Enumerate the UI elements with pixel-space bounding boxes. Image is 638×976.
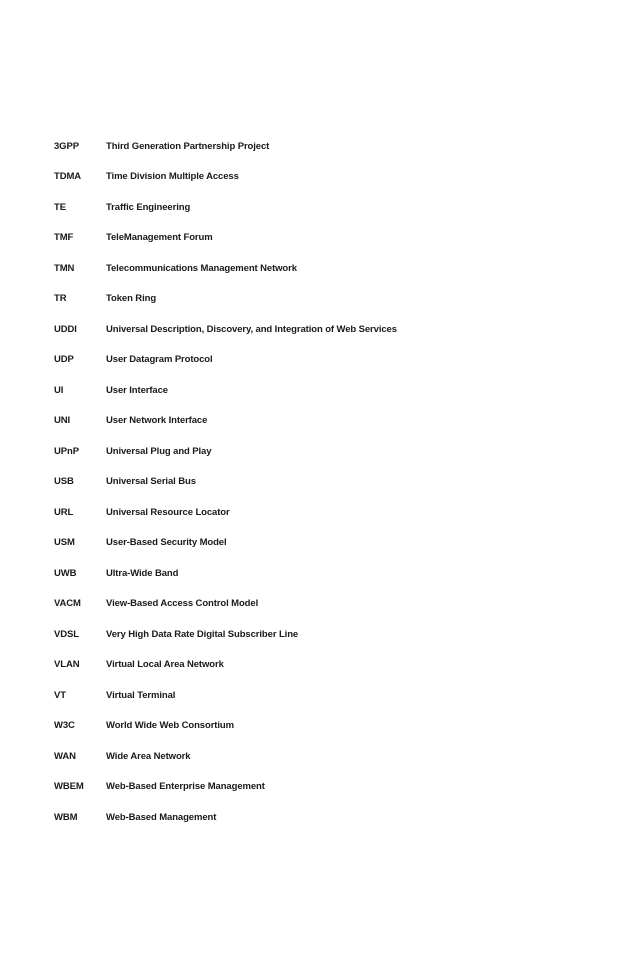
abbreviation-term: VACM [54,598,81,610]
abbreviation-term: UPnP [54,445,79,457]
abbreviation-definition: User Network Interface [106,415,208,427]
abbreviation-definition: TeleManagement Forum [106,232,213,244]
abbreviation-row [52,467,612,498]
abbreviation-term: USM [54,537,75,549]
abbreviation-term: TR [54,293,67,305]
abbreviation-term: URL [54,506,74,518]
abbreviation-definition: Universal Resource Locator [106,506,230,518]
abbreviation-row [52,223,612,254]
abbreviation-definition: Telecommunications Management Network [106,262,297,274]
abbreviation-term: WBM [54,811,78,823]
abbreviation-term: VT [54,689,66,701]
abbreviation-definition: Virtual Terminal [106,689,176,701]
abbreviation-row [52,284,612,315]
abbreviation-row [52,802,612,833]
abbreviation-row [52,711,612,742]
abbreviation-row [52,375,612,406]
abbreviation-definition: Very High Data Rate Digital Subscriber Line [106,628,299,640]
abbreviation-definition: Virtual Local Area Network [106,659,224,671]
abbreviation-row [52,619,612,650]
abbreviation-row [52,436,612,467]
abbreviation-definition: Ultra-Wide Band [106,567,179,579]
abbreviation-definition: Web-Based Management [106,811,217,823]
abbreviation-list [52,131,612,833]
abbreviation-row [52,680,612,711]
abbreviation-term: TDMA [54,171,82,183]
abbreviation-term: VLAN [54,659,80,671]
abbreviation-term: VDSL [54,628,79,640]
abbreviation-definition: Wide Area Network [106,750,191,762]
abbreviation-row [52,406,612,437]
abbreviation-definition: User Datagram Protocol [106,354,213,366]
abbreviation-definition: View-Based Access Control Model [106,598,259,610]
abbreviation-row [52,192,612,223]
abbreviation-row [52,741,612,772]
abbreviation-definition: Third Generation Partnership Project [106,140,270,152]
abbreviation-row [52,558,612,589]
abbreviation-term: TMN [54,262,75,274]
abbreviation-row [52,589,612,620]
abbreviation-definition: Web-Based Enterprise Management [106,781,265,793]
abbreviation-row [52,162,612,193]
abbreviation-row [52,131,612,162]
abbreviation-definition: Universal Serial Bus [106,476,196,488]
abbreviation-term: 3GPP [54,140,79,152]
abbreviation-term: TE [54,201,66,213]
abbreviation-term: TMF [54,232,74,244]
abbreviation-definition: Time Division Multiple Access [106,171,239,183]
abbreviation-term: USB [54,476,74,488]
abbreviation-row [52,314,612,345]
abbreviation-row [52,345,612,376]
abbreviation-term: UDP [54,354,74,366]
abbreviation-term: WBEM [54,781,84,793]
abbreviation-definition: World Wide Web Consortium [106,720,234,732]
abbreviation-definition: Traffic Engineering [106,201,191,213]
abbreviation-definition: Universal Plug and Play [106,445,212,457]
abbreviation-term: UWB [54,567,77,579]
abbreviation-term: UDDI [54,323,77,335]
abbreviation-definition: Universal Description, Discovery, and Integration of Web Services [106,323,397,335]
abbreviation-row [52,772,612,803]
abbreviation-row [52,528,612,559]
abbreviation-row [52,650,612,681]
abbreviation-term: UI [54,384,64,396]
abbreviation-row [52,497,612,528]
abbreviation-row [52,253,612,284]
abbreviation-term: W3C [54,720,75,732]
abbreviation-definition: User Interface [106,384,168,396]
abbreviation-definition: User-Based Security Model [106,537,227,549]
abbreviation-term: WAN [54,750,76,762]
abbreviation-term: UNI [54,415,71,427]
abbreviation-definition: Token Ring [106,293,157,305]
